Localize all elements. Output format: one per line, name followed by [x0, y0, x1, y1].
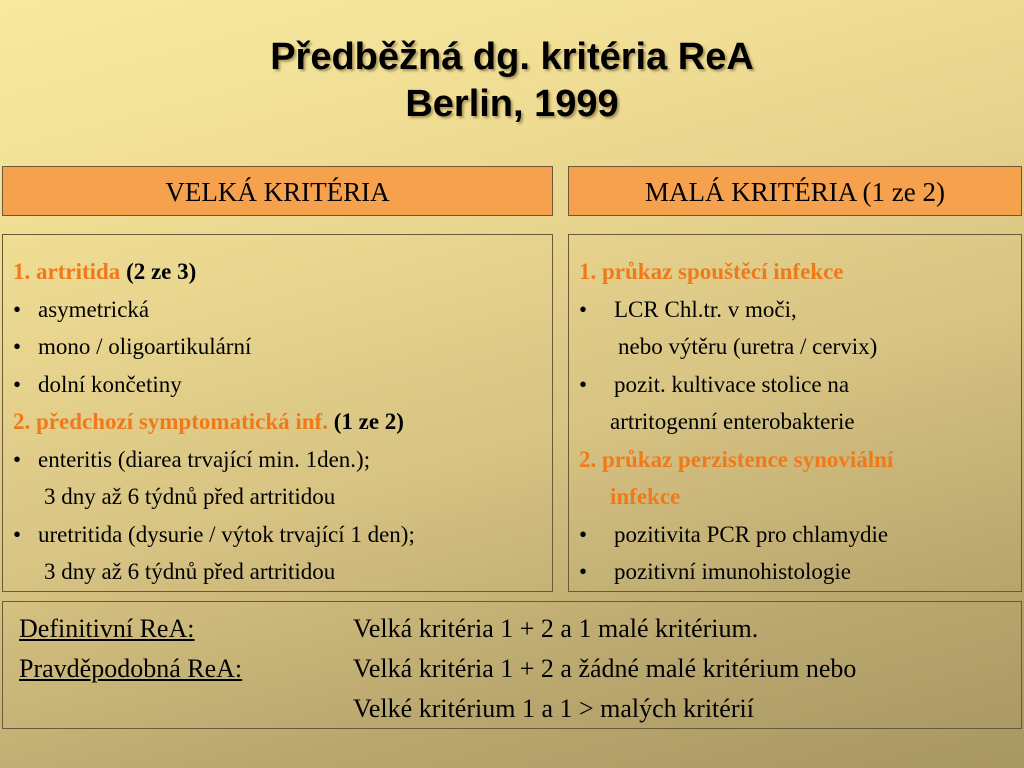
- probable-rea-row-continuation: [3, 689, 1021, 729]
- major-item-1-label: 1. artritida: [13, 259, 121, 284]
- list-item-continuation: artritogenní enterobakterie: [610, 409, 855, 434]
- probable-rea-text: Velká kritéria 1 + 2 a žádné malé kritérium nebo: [353, 654, 857, 683]
- major-criteria-header: VELKÁ KRITÉRIA: [2, 166, 553, 216]
- list-item-text: pozit. kultivace stolice na: [614, 371, 850, 397]
- probable-rea-label: Pravděpodobná ReA:: [19, 654, 243, 683]
- definitive-rea-text: Velká kritéria 1 + 2 a 1 malé kritérium.: [353, 614, 759, 643]
- minor-criteria-header: MALÁ KRITÉRIA (1 ze 2): [568, 166, 1022, 216]
- list-item-continuation: 3 dny až 6 týdnů před artritidou: [44, 484, 336, 509]
- definitive-rea-label: Definitivní ReA:: [19, 614, 195, 643]
- list-item: [579, 553, 1021, 591]
- probable-rea-row: [3, 649, 1021, 689]
- list-item-text: pozitivita PCR pro chlamydie: [614, 521, 889, 547]
- major-item-2-label: 2. předchozí symptomatická inf.: [13, 409, 328, 434]
- diagnosis-summary-box: [2, 601, 1022, 729]
- major-criteria-box: [2, 234, 553, 592]
- list-item: [13, 516, 552, 554]
- list-item-continuation: nebo výtěru (uretra / cervix): [618, 334, 878, 359]
- bullet-icon: •: [579, 521, 588, 547]
- bullet-icon: •: [13, 296, 22, 322]
- list-item-text: uretritida (dysurie / výtok trvající 1 den);: [38, 521, 415, 547]
- list-item-text: mono / oligoartikulární: [38, 334, 252, 359]
- major-item-2: [13, 403, 552, 441]
- major-item-1-suffix: (2 ze 3): [126, 259, 197, 284]
- list-item-text: enteritis (diarea trvající min. 1den.);: [38, 446, 371, 472]
- list-item: [579, 291, 1021, 329]
- title-line-2: Berlin, 1999: [405, 83, 619, 125]
- list-item-text: LCR Chl.tr. v moči,: [614, 296, 797, 322]
- major-item-1: [13, 253, 552, 291]
- list-item-continuation: 3 dny až 6 týdnů před artritidou: [44, 559, 336, 584]
- slide-title: [0, 34, 1024, 128]
- bullet-icon: •: [579, 371, 588, 397]
- list-item: [579, 516, 1021, 554]
- definitive-rea-row: [3, 609, 1021, 649]
- list-item-text: asymetrická: [38, 296, 150, 322]
- minor-item-1-label: 1. průkaz spouštěcí infekce: [579, 259, 844, 284]
- title-line-1: Předběžná dg. kritéria ReA: [270, 36, 754, 78]
- list-item: [13, 328, 552, 366]
- bullet-icon: •: [13, 446, 22, 472]
- list-item: [13, 366, 552, 404]
- bullet-icon: •: [579, 296, 588, 322]
- list-item: [13, 441, 552, 479]
- list-item-text: pozitivní imunohistologie: [614, 559, 852, 584]
- probable-rea-text-continuation: Velké kritérium 1 a 1 > malých kritérií: [353, 694, 754, 723]
- bullet-icon: •: [13, 371, 22, 397]
- list-item-text: dolní končetiny: [38, 371, 182, 397]
- list-item: [13, 291, 552, 329]
- minor-item-2-label: 2. průkaz perzistence synoviální: [579, 446, 894, 472]
- major-item-2-suffix: (1 ze 2): [333, 409, 404, 434]
- bullet-icon: •: [13, 521, 22, 547]
- list-item: [579, 366, 1021, 404]
- bullet-icon: •: [13, 334, 22, 359]
- minor-item-2-label-continuation: infekce: [610, 484, 681, 509]
- bullet-icon: •: [579, 559, 588, 584]
- minor-criteria-box: [568, 234, 1022, 592]
